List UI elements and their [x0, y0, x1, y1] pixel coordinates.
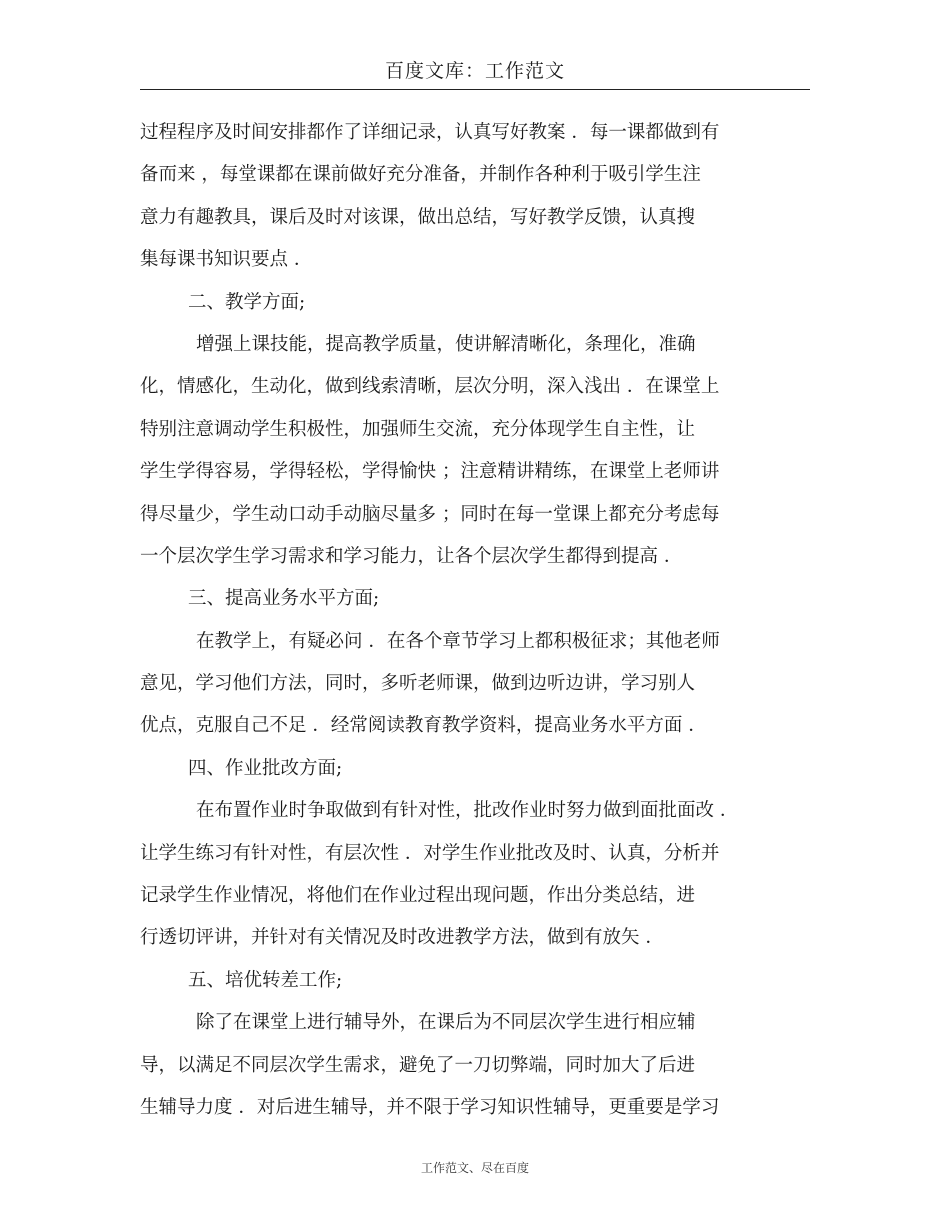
document-body	[140, 112, 820, 1129]
page-header-title: 百度文库：工作范文	[384, 60, 565, 82]
section-heading: 三、提高业务水平方面;	[188, 588, 380, 610]
text-line: 一个层次学生学习需求和学习能力，让各个层次学生都得到提高 ．	[140, 545, 683, 567]
text-line: 导，以满足不同层次学生需求，避免了一刀切弊端，同时加大了后进	[140, 1054, 696, 1076]
header-divider	[140, 89, 810, 90]
text-line: 优点，克服自己不足 ．经常阅读教育教学资料，提高业务水平方面 ．	[140, 715, 707, 737]
text-line: 在布置作业时争取做到有针对性，批改作业时努力做到面批面改 ．	[196, 800, 739, 822]
text-line: 特别注意调动学生积极性，加强师生交流，充分体现学生自主性，让	[140, 418, 696, 440]
text-line: 得尽量少，学生动口动手动脑尽量多 ；同时在每一堂课上都充分考虑每	[140, 503, 720, 525]
page-footer: 工作范文、尽在百度	[420, 1161, 529, 1175]
text-line: 集每课书知识要点 ．	[140, 249, 313, 271]
text-line: 行透切评讲，并针对有关情况及时改进教学方法，做到有放矢 ．	[140, 927, 664, 949]
text-line: 意见，学习他们方法，同时，多听老师课，做到边听边讲，学习别人	[140, 673, 696, 695]
text-line: 增强上课技能，提高教学质量，使讲解清晰化，条理化，准确	[196, 333, 696, 355]
text-line: 生辅导力度 ．对后进生辅导，并不限于学习知识性辅导，更重要是学习	[140, 1096, 720, 1118]
text-line: 在教学上，有疑必问 ．在各个章节学习上都积极征求；其他老师	[196, 630, 720, 652]
text-line: 除了在课堂上进行辅导外，在课后为不同层次学生进行相应辅	[196, 1012, 696, 1034]
text-line: 记录学生作业情况，将他们在作业过程出现问题，作出分类总结，进	[140, 885, 696, 907]
text-line: 化，情感化，生动化，做到线索清晰，层次分明，深入浅出 ．在课堂上	[140, 376, 720, 398]
text-line: 学生学得容易，学得轻松，学得愉快 ；注意精讲精练，在课堂上老师讲	[140, 461, 720, 483]
section-heading: 二、教学方面;	[188, 291, 306, 313]
section-heading: 四、作业批改方面;	[188, 757, 343, 779]
text-line: 意力有趣教具，课后及时对该课，做出总结，写好教学反馈，认真搜	[140, 206, 696, 228]
text-line: 让学生练习有针对性，有层次性 ．对学生作业批改及时、认真，分析并	[140, 842, 720, 864]
section-heading: 五、培优转差工作;	[188, 969, 343, 991]
text-line: 备而来 ，每堂课都在课前做好充分准备，并制作各种利于吸引学生注	[140, 164, 701, 186]
text-line: 过程程序及时间安排都作了详细记录，认真写好教案 ．每一课都做到有	[140, 122, 720, 143]
